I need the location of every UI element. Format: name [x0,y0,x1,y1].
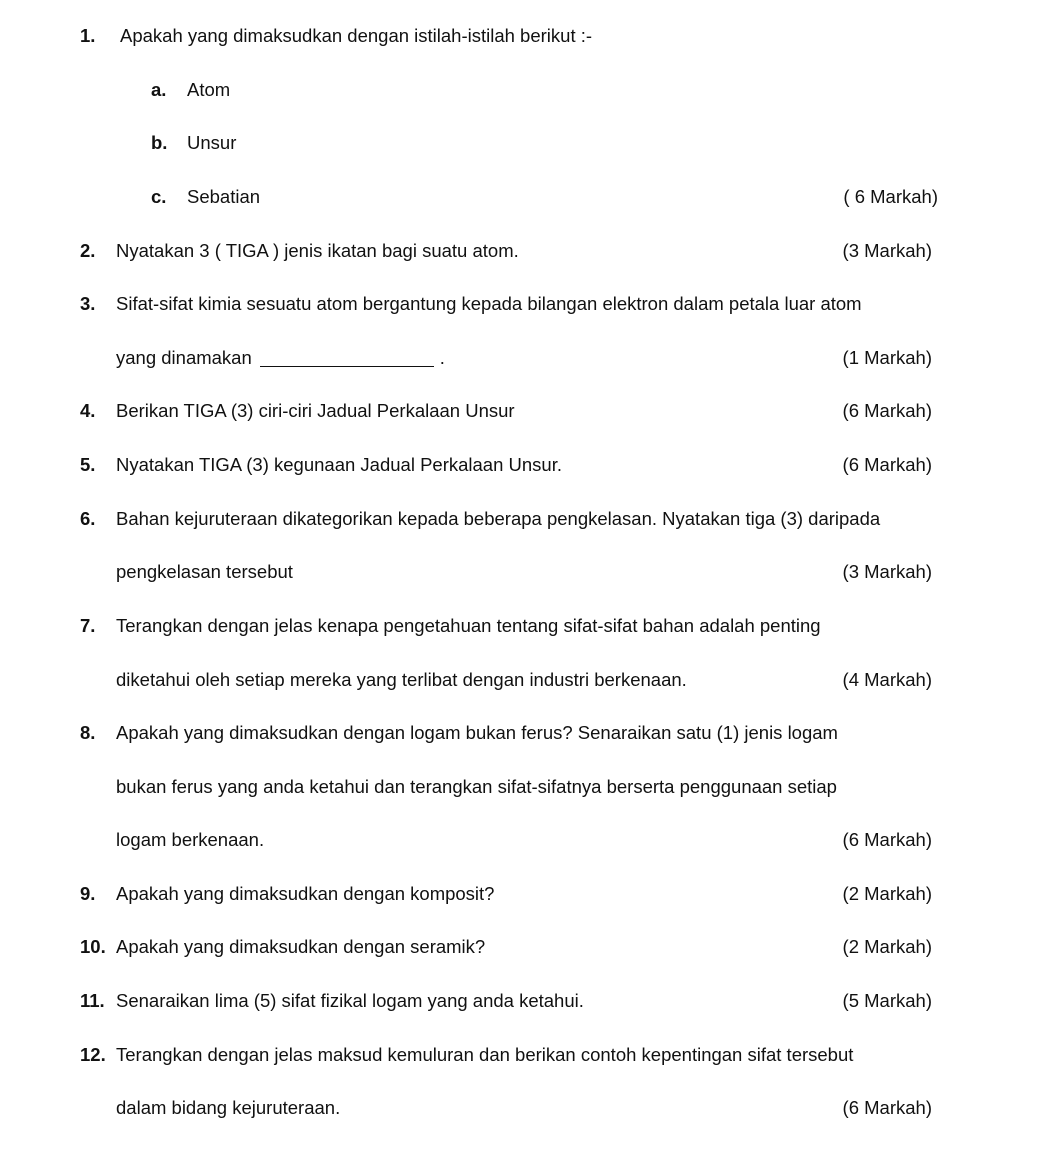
question-text: Nyatakan TIGA (3) kegunaan Jadual Perkalaan Unsur. [116,454,562,475]
question-3-continued [0,343,1043,373]
question-text: Senaraikan lima (5) sifat fizikal logam yang anda ketahui. [116,990,584,1011]
question-number: 3. [80,293,96,314]
marks-label: (6 Markah) [842,829,932,850]
question-text-continued: pengkelasan tersebut [116,561,293,582]
question-10 [0,932,1043,962]
marks-label: (5 Markah) [842,990,932,1011]
question-2 [0,236,1043,266]
marks-label: (1 Markah) [842,347,932,368]
question-text: Apakah yang dimaksudkan dengan komposit? [116,883,495,904]
question-3 [0,289,1043,319]
question-number: 6. [80,508,96,529]
question-text: Nyatakan 3 ( TIGA ) jenis ikatan bagi suatu atom. [116,240,519,261]
question-number: 7. [80,615,96,636]
marks-label: (4 Markah) [842,669,932,690]
question-11 [0,986,1043,1016]
question-12-continued [0,1093,1043,1123]
marks-label: (6 Markah) [842,1097,932,1118]
sub-item-a [0,75,1043,105]
question-text-continued: logam berkenaan. [116,829,265,850]
marks-label: (2 Markah) [842,936,932,957]
question-text: Bahan kejuruteraan dikategorikan kepada beberapa pengkelasan. Nyatakan tiga (3) daripada [116,508,881,529]
marks-label: ( 6 Markah) [843,186,938,207]
question-number: 2. [80,240,96,261]
question-number: 4. [80,400,96,421]
question-text-fragment: yang dinamakan [116,347,252,368]
sub-item-text: Atom [187,79,231,100]
question-6 [0,504,1043,534]
question-text: Apakah yang dimaksudkan dengan seramik? [116,936,486,957]
answer-blank[interactable] [260,346,434,367]
question-text-continued: dalam bidang kejuruteraan. [116,1097,341,1118]
sub-item-letter: a. [151,79,167,100]
question-number: 1. [80,25,96,46]
marks-label: (3 Markah) [842,240,932,261]
question-number: 5. [80,454,96,475]
question-8 [0,718,1043,748]
question-number: 8. [80,722,96,743]
question-text: Terangkan dengan jelas kenapa pengetahuan tentang sifat-sifat bahan adalah penting [116,615,821,636]
sub-item-b [0,128,1043,158]
sub-item-letter: c. [151,186,167,207]
question-8-continued [0,772,1043,802]
question-5 [0,450,1043,480]
sub-item-letter: b. [151,132,168,153]
question-text-continued [116,343,445,373]
question-6-continued [0,557,1043,587]
question-7-continued [0,665,1043,695]
sub-item-text: Unsur [187,132,237,153]
question-text-continued: diketahui oleh setiap mereka yang terlibat dengan industri berkenaan. [116,669,687,690]
question-text: Berikan TIGA (3) ciri-ciri Jadual Perkalaan Unsur [116,400,515,421]
question-9 [0,879,1043,909]
question-4 [0,396,1043,426]
question-number: 12. [80,1044,106,1065]
question-text-continued: bukan ferus yang anda ketahui dan terangkan sifat-sifatnya berserta penggunaan setiap [116,776,837,797]
question-text: Terangkan dengan jelas maksud kemuluran dan berikan contoh kepentingan sifat tersebut [116,1044,854,1065]
question-number: 10. [80,936,106,957]
sub-item-text: Sebatian [187,186,261,207]
marks-label: (6 Markah) [842,400,932,421]
question-12 [0,1040,1043,1070]
marks-label: (3 Markah) [842,561,932,582]
marks-label: (2 Markah) [842,883,932,904]
question-text: Apakah yang dimaksudkan dengan logam bukan ferus? Senaraikan satu (1) jenis logam [116,722,838,743]
sub-item-c [0,182,1043,212]
question-1 [0,21,1043,51]
question-number: 9. [80,883,96,904]
blank-period: . [439,347,445,368]
question-text: Apakah yang dimaksudkan dengan istilah-istilah berikut :- [120,25,593,46]
question-7 [0,611,1043,641]
question-text: Sifat-sifat kimia sesuatu atom bergantung kepada bilangan elektron dalam petala luar atom [116,293,862,314]
marks-label: (6 Markah) [842,454,932,475]
question-8-continued-2 [0,825,1043,855]
question-number: 11. [80,990,105,1011]
